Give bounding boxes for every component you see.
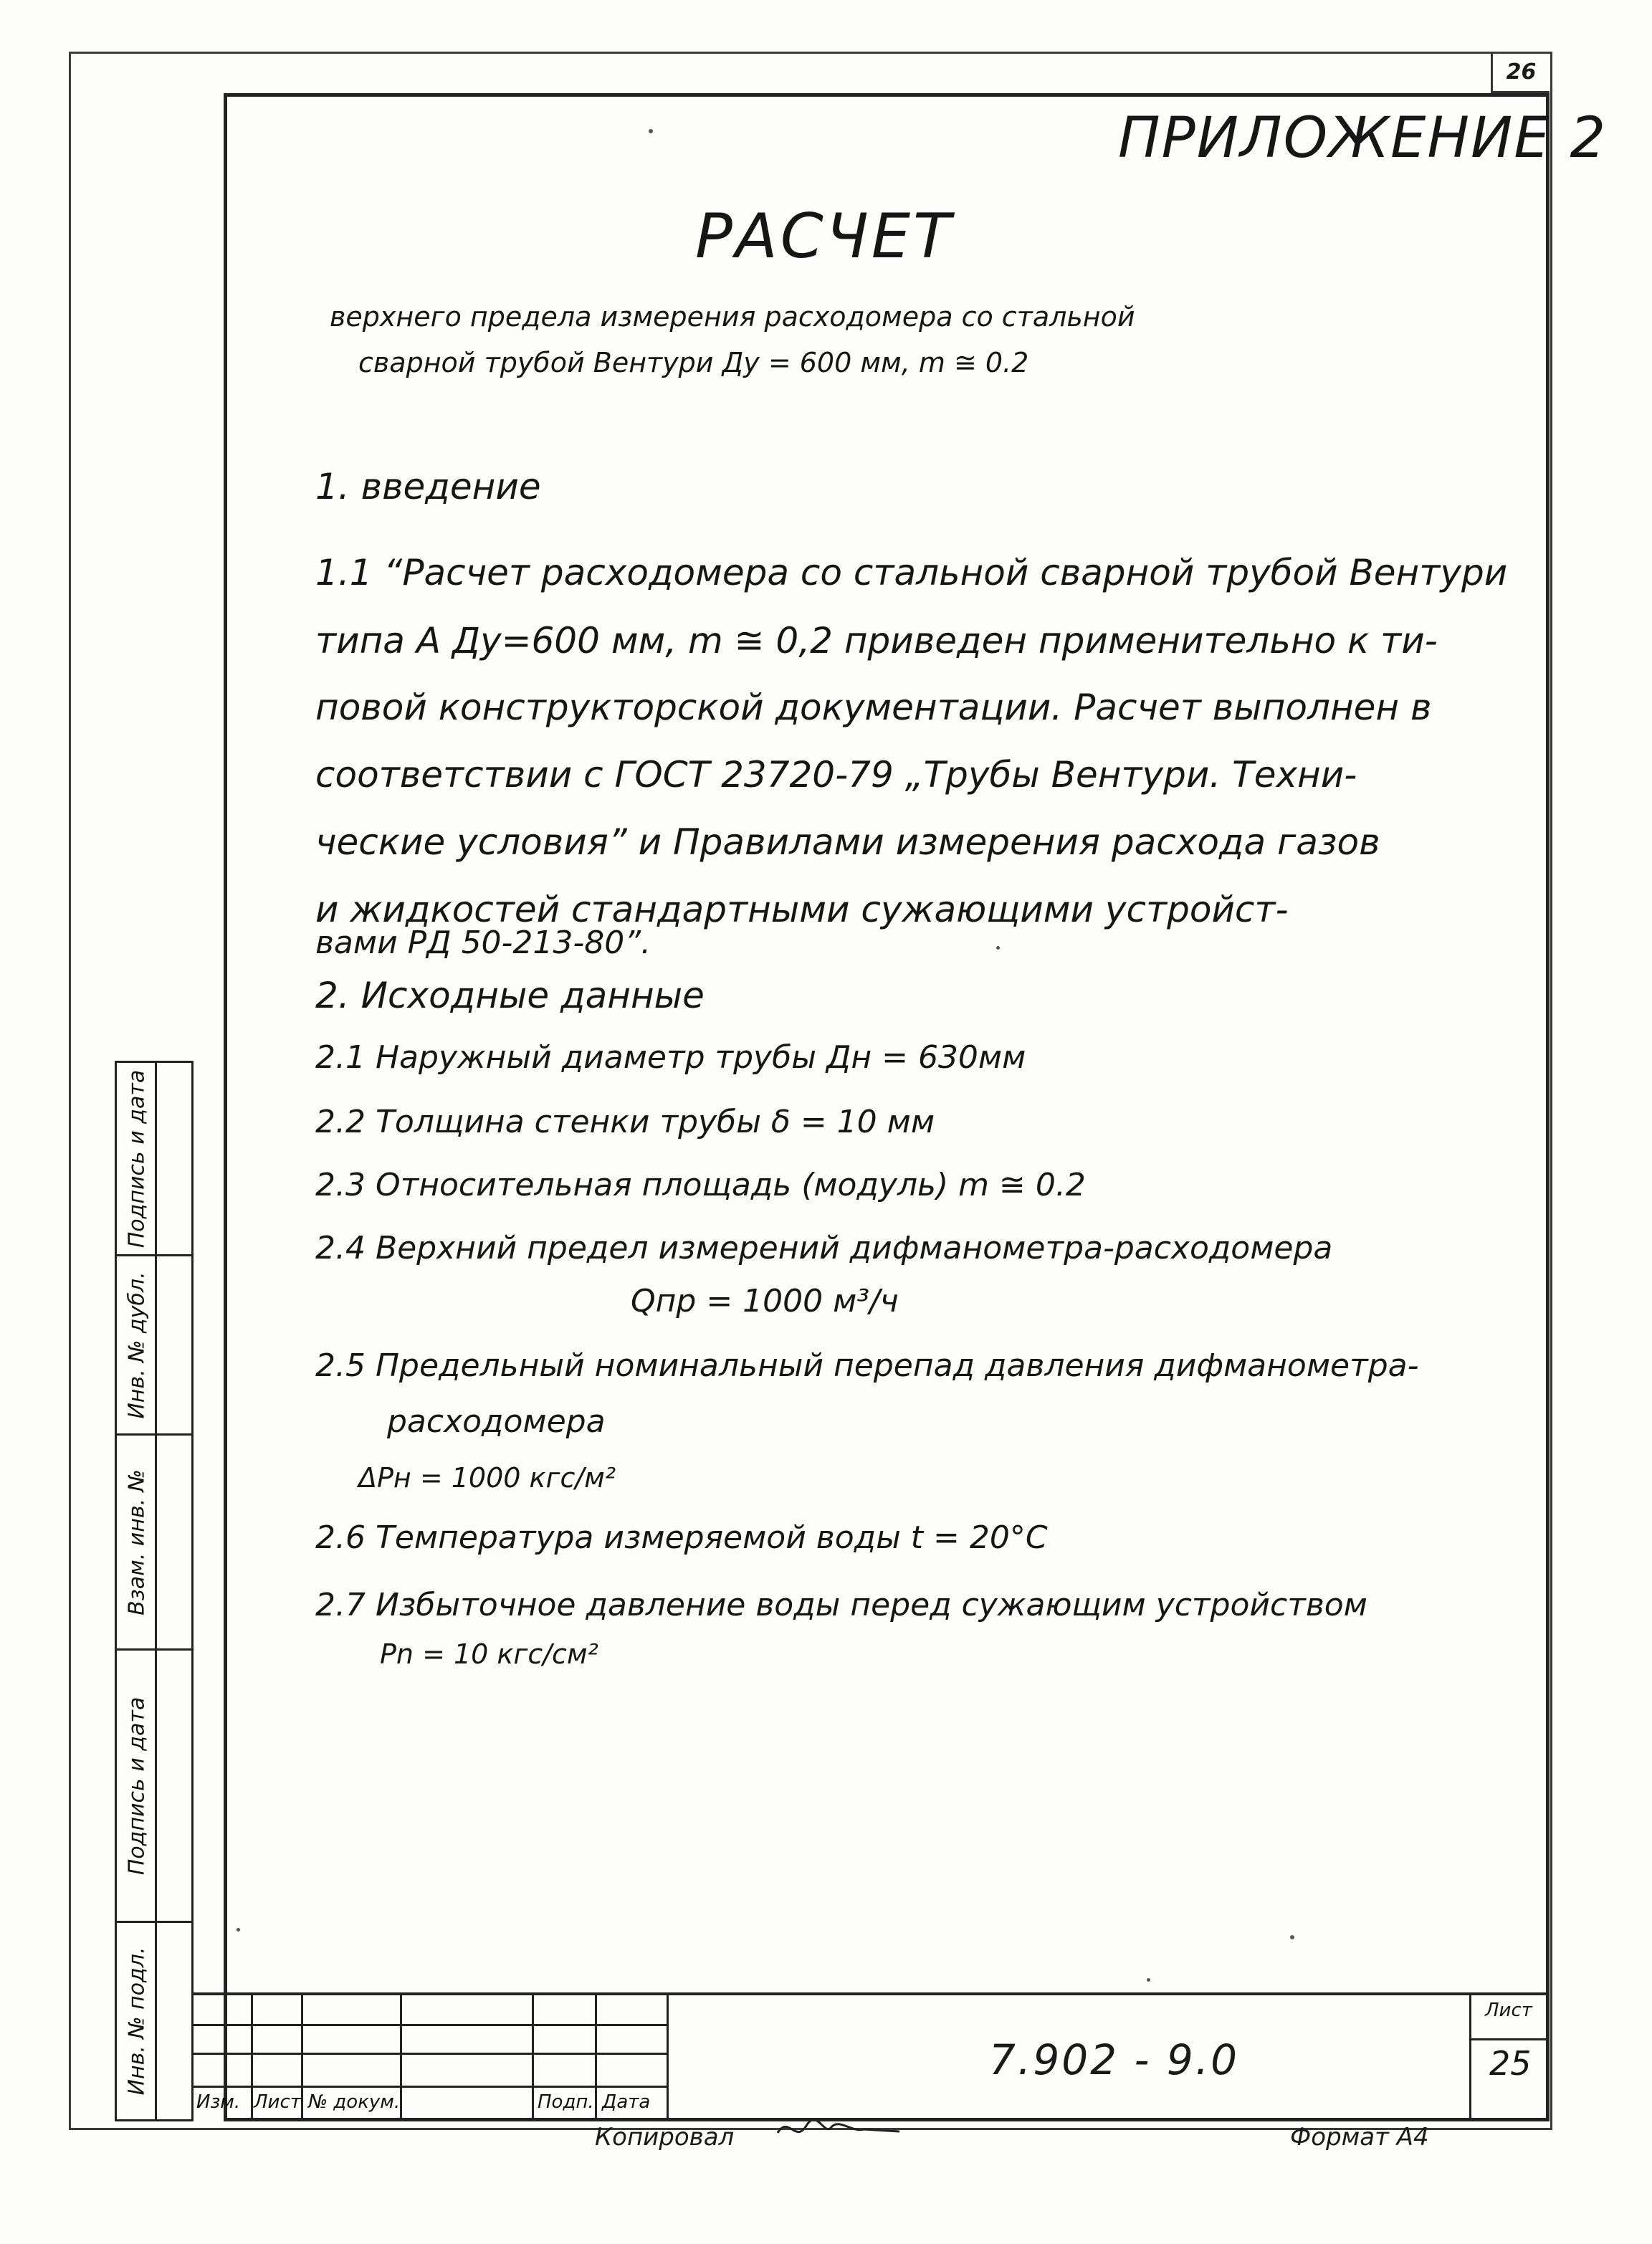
- sheet-label: Лист: [1485, 2000, 1532, 2021]
- data-item-formula: ΔPн = 1000 кгс/м²: [358, 1462, 616, 1494]
- data-item: 2.3 Относительная площадь (модуль) m ≅ 0.2: [315, 1167, 1086, 1203]
- title-block-column-label: Подп.: [538, 2091, 594, 2113]
- side-stamp-cell: [117, 1651, 157, 1923]
- sheet-number: 25: [1489, 2044, 1532, 2083]
- title-block-column-label: № докум.: [308, 2091, 401, 2113]
- section1-line: и жидкостей стандартными сужающими устройст-: [315, 889, 1289, 930]
- signature-image: [774, 2111, 903, 2147]
- section1-line: соответствии с ГОСТ 23720-79 „Трубы Вентури. Техни-: [315, 754, 1357, 796]
- section1-line: повой конструкторской документации. Расчет выполнен в: [315, 687, 1432, 728]
- side-stamp-label: Подпись и дата: [124, 1069, 150, 1248]
- side-stamp-label: Взам. инв. №: [124, 1469, 150, 1615]
- side-stamp-label: Инв. № подл.: [124, 1947, 150, 2096]
- format-label: Формат А4: [1290, 2123, 1429, 2152]
- section1-line: типа А Ду=600 мм, m ≅ 0,2 приведен применительно к ти-: [315, 620, 1438, 662]
- copied-by-label: Копировал: [595, 2123, 735, 2152]
- scan-speck: [237, 1928, 240, 1932]
- page-title: РАСЧЕТ: [695, 201, 954, 272]
- scan-speck: [996, 946, 1000, 950]
- subtitle-line-1: верхнего предела измерения расходомера со стальной: [330, 301, 1135, 333]
- data-item: 2.2 Толщина стенки трубы δ = 10 мм: [315, 1104, 935, 1140]
- corner-page-number: 26: [1491, 53, 1550, 93]
- side-stamp-cell: [117, 1923, 157, 2119]
- title-block: [194, 1992, 1550, 2119]
- data-item: 2.7 Избыточное давление воды перед сужающим устройством: [315, 1587, 1367, 1623]
- side-stamp-label: Инв. № дубл.: [124, 1271, 150, 1419]
- data-item: 2.4 Верхний предел измерений дифманометра-расходомера: [315, 1230, 1333, 1266]
- side-stamp: [115, 1061, 194, 2121]
- title-block-column-label: Дата: [602, 2091, 651, 2113]
- side-stamp-cell: [117, 1436, 157, 1651]
- appendix-title: ПРИЛОЖЕНИЕ 2: [1118, 106, 1608, 171]
- section1-heading: 1. введение: [315, 466, 541, 507]
- side-stamp-label: Подпись и дата: [124, 1696, 150, 1875]
- section1-line: ческие условия” и Правилами измерения расхода газов: [315, 821, 1380, 863]
- side-stamp-cell: [117, 1063, 157, 1256]
- section1-line: 1.1 “Расчет расходомера со стальной сварной трубой Вентури: [315, 552, 1508, 593]
- data-item-continuation: расходомера: [387, 1403, 606, 1440]
- data-item: 2.1 Наружный диаметр трубы Дн = 630мм: [315, 1039, 1026, 1076]
- side-stamp-cell: [117, 1256, 157, 1436]
- scan-speck: [1290, 1935, 1294, 1939]
- data-item-formula: Pn = 10 кгс/см²: [380, 1638, 598, 1670]
- scan-speck: [1147, 1978, 1150, 1982]
- document-code: 7.902 - 9.0: [989, 2035, 1240, 2084]
- title-block-column-label: Лист: [254, 2091, 301, 2113]
- scan-speck: [649, 129, 653, 133]
- section1-line: вами РД 50-213-80”.: [315, 925, 651, 961]
- title-block-column-label: Изм.: [196, 2091, 241, 2113]
- section2-heading: 2. Исходные данные: [315, 975, 705, 1016]
- data-item: 2.5 Предельный номинальный перепад давления дифманометра-: [315, 1347, 1419, 1384]
- data-item-formula: Qпр = 1000 м³/ч: [631, 1283, 899, 1319]
- data-item: 2.6 Температура измеряемой воды t = 20°С: [315, 1519, 1048, 1556]
- subtitle-line-2: сварной трубой Вентури Ду = 600 мм, m ≅ 0.2: [358, 347, 1029, 378]
